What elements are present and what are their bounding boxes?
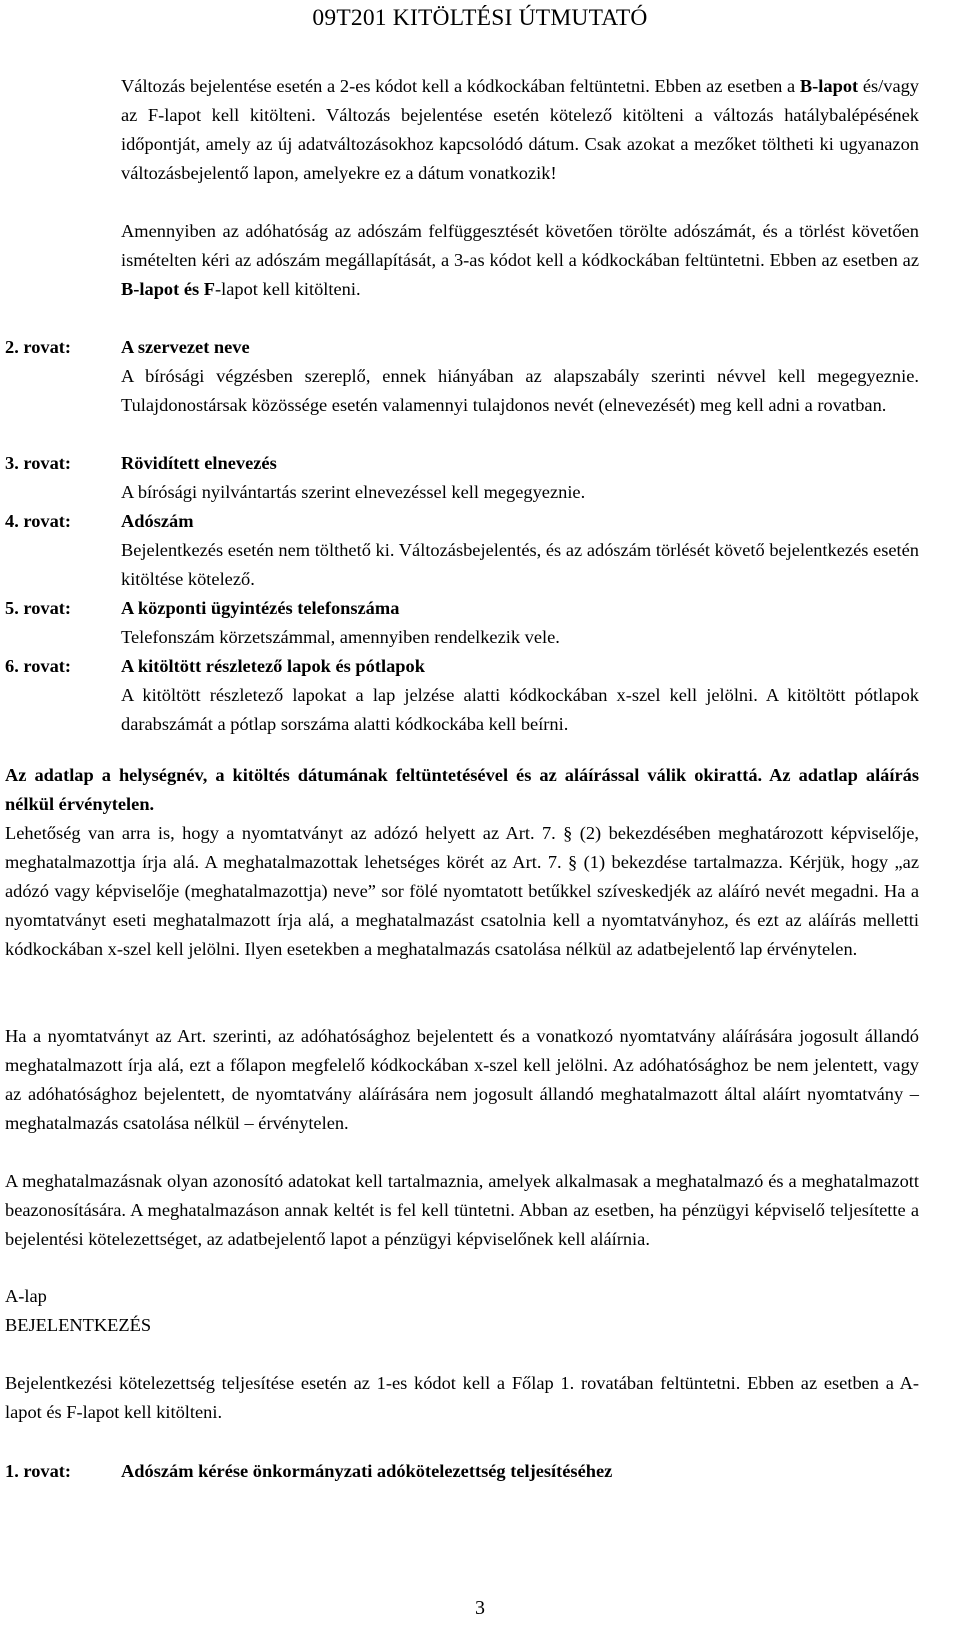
rovat-6-section — [5, 652, 919, 739]
signature-paragraph-3: A meghatalmazásnak olyan azonosító adatokat kell tartalmaznia, amelyek alkalmasak a meghatalmazó és a meghatalmazott beazonosítására. A meghatalmazáson annak keltét is fel kell tüntetni. Abban az esetben, ha pénzügyi képviselő teljesítette a bejelentési kötelezettséget, az adatbejelentő lapot a pénzügyi képviselőnek kell aláírnia. — [5, 1171, 919, 1249]
intro-bold-term: B-lapot és F — [121, 279, 215, 299]
rovat-number: 5. rovat: — [5, 598, 72, 618]
rovat-number: 2. rovat: — [5, 337, 72, 357]
document-header: 09T201 KITÖLTÉSI ÚTMUTATÓ — [312, 5, 648, 31]
alap-rovat-1 — [5, 1457, 919, 1486]
intro-reregistration-paragraph — [121, 217, 919, 304]
rovat-title: A szervezet neve — [121, 337, 250, 357]
rovat-title: A kitöltött részletező lapok és pótlapok — [121, 656, 425, 676]
section-heading-alap: A-lap — [5, 1286, 47, 1306]
intro-change-paragraph — [121, 72, 919, 188]
rovat-title: Rövidített elnevezés — [121, 453, 277, 473]
page-number: 3 — [475, 1597, 485, 1619]
rovat-title: A központi ügyintézés telefonszáma — [121, 598, 400, 618]
rovat-title: Adószám kérése önkormányzati adókötelezettség teljesítéséhez — [121, 1461, 613, 1481]
rovat-number: 6. rovat: — [5, 656, 72, 676]
rovat-3-section — [5, 449, 919, 507]
rovat-description: A kitöltött részletező lapokat a lap jelzése alatti kódkockában x-szel kell jelölni. A kitöltött pótlapok darabszámát a pótlap sorszáma alatti kódkockába kell beírni. — [121, 685, 919, 734]
rovat-description: Bejelentkezés esetén nem tölthető ki. Változásbejelentés, és az adószám törlését követő bejelentkezés esetén kitöltése kötelező. — [121, 540, 919, 589]
rovat-number: 1. rovat: — [5, 1461, 72, 1481]
signature-paragraph-2: Ha a nyomtatványt az Art. szerinti, az adóhatósághoz bejelentett és a vonatkozó nyomtatvány aláírására jogosult állandó meghatalmazott írja alá, ezt a főlapon megfelelő kódkockában x-szel kell jelölni. Az adóhatósághoz be nem jelentett, vagy az adóhatósághoz bejelentett, de nyomtatvány aláírására nem jogosult állandó meghatalmazott által aláírt nyomtatvány – meghatalmazás csatolása nélkül – érvénytelen. — [5, 1026, 919, 1133]
rovat-description: Telefonszám körzetszámmal, amennyiben rendelkezik vele. — [121, 627, 560, 647]
rovat-title: Adószám — [121, 511, 194, 531]
intro-bold-term: B-lapot — [799, 76, 859, 96]
rovat-number: 3. rovat: — [5, 453, 72, 473]
rovat-description: A bírósági nyilvántartás szerint elnevezéssel kell megegyeznie. — [121, 482, 586, 502]
signature-bold-notice: Az adatlap a helységnév, a kitöltés dátumának feltüntetésével és az aláírással válik okirattá. Az adatlap aláírás nélkül érvénytelen. — [5, 765, 919, 814]
rovat-5-section — [5, 594, 919, 652]
rovat-2-section — [5, 333, 919, 420]
intro-text: Változás bejelentése esetén a 2-es kódot kell a kódkockában feltüntetni. Ebben az esetben a — [121, 76, 800, 96]
intro-text: és/vagy az F-lapot kell kitölteni. Változás bejelentése esetén kötelező kitölteni a változás hatálybalépésének időpontját, amely az új adatváltozásokhoz kapcsolódó dátum. Csak azokat a mezőket töltheti ki ugyanazon változásbejelentő lapon, amelyekre ez a dátum vonatkozik! — [121, 76, 920, 183]
alap-description: Bejelentkezési kötelezettség teljesítése esetén az 1-es kódot kell a Főlap 1. rovatában feltüntetni. Ebben az esetben a A-lapot és F-lapot kell kitölteni. — [5, 1373, 919, 1422]
rovat-description: A bírósági végzésben szereplő, ennek hiányában az alapszabály szerinti névvel kell megegyeznie. Tulajdonostársak közössége esetén valamennyi tulajdonos nevét (elnevezését) meg kell adni a rovatban. — [121, 366, 919, 415]
section-heading-bejelentkezes: BEJELENTKEZÉS — [5, 1315, 152, 1335]
rovat-4-section — [5, 507, 919, 594]
intro-text: -lapot kell kitölteni. — [215, 279, 361, 299]
intro-text: Amennyiben az adóhatóság az adószám felfüggesztését követően törölte adószámát, és a törlést követően ismételten kéri az adószám megállapítását, a 3-as kódot kell a kódkockában feltüntetni. Ebben az esetben az — [121, 221, 919, 270]
signature-paragraph-1: Lehetőség van arra is, hogy a nyomtatványt az adózó helyett az Art. 7. § (2) bekezdésében meghatározott képviselője, meghatalmazottja írja alá. A meghatalmazottak lehetséges körét az Art. 7. § (1) bekezdése tartalmazza. Kérjük, hogy „az adózó vagy képviselője (meghatalmazottja) neve” sor fölé nyomtatott betűkkel szíveskedjék az aláíró nevét megadni. Ha a nyomtatványt eseti meghatalmazott írja alá, a meghatalmazást csatolnia kell a nyomtatványhoz, és ezt az aláírás melletti kódkockában x-szel kell jelölni. Ilyen esetekben a meghatalmazás csatolása nélkül az adatbejelentő lap érvénytelen. — [5, 823, 919, 959]
rovat-number: 4. rovat: — [5, 511, 72, 531]
